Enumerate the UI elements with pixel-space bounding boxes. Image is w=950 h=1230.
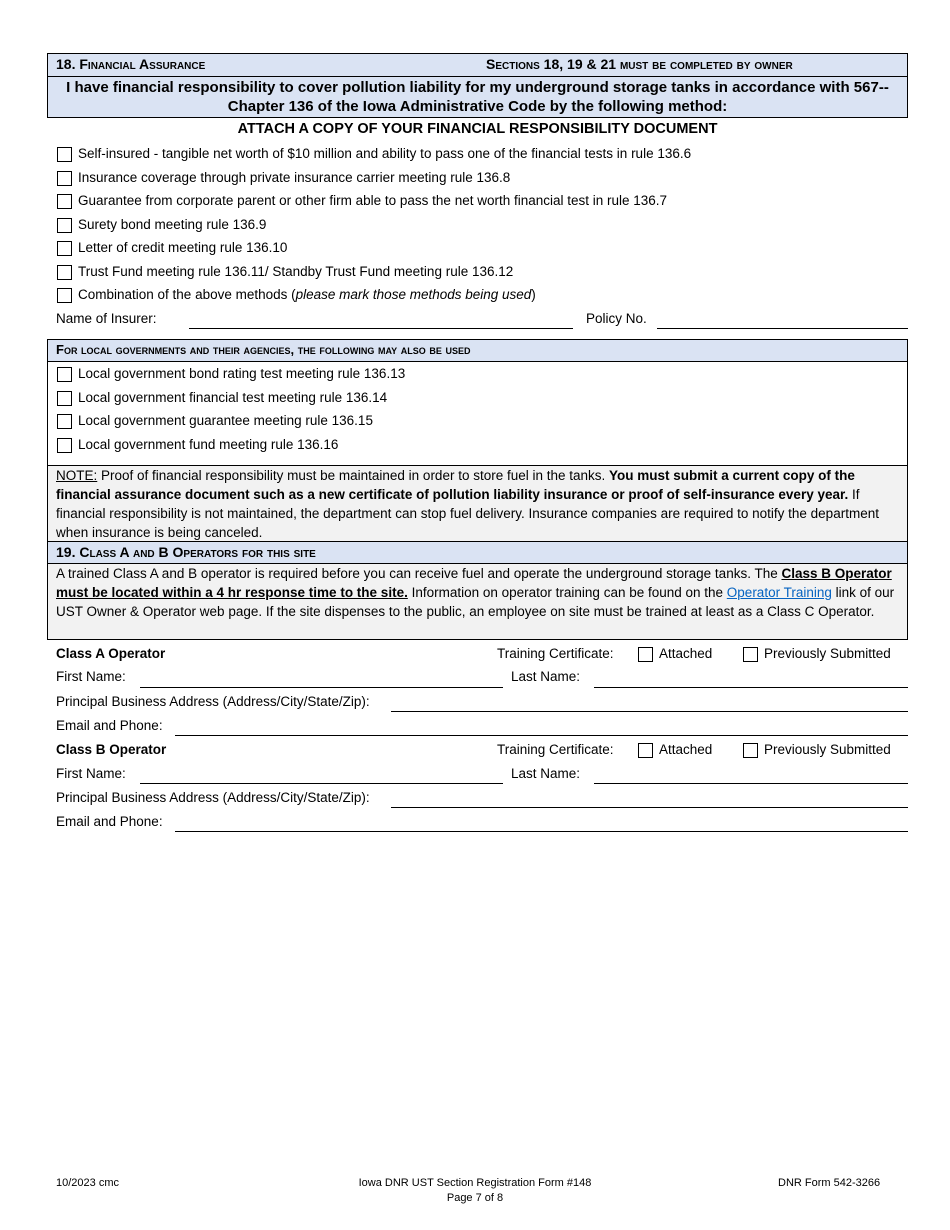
insurer-label: Name of Insurer: — [56, 311, 157, 326]
attach-document-instruction: ATTACH A COPY OF YOUR FINANCIAL RESPONSIBILITY DOCUMENT — [237, 121, 718, 137]
combination-label: Combination of the above methods (please mark those methods being used) — [78, 287, 536, 302]
gov-financial-test-label: Local government financial test meeting rule 136.14 — [78, 390, 388, 405]
class-a-last-name-input[interactable] — [594, 687, 908, 688]
class-a-address-label: Principal Business Address (Address/City/State/Zip): — [56, 694, 370, 709]
corporate-guarantee-label: Guarantee from corporate parent or other firm able to pass the net worth financial test in rule 136.7 — [78, 193, 668, 208]
section-19-title: 19. Class A and B Operators for this site — [56, 544, 316, 560]
class-b-attached-label: Attached — [659, 742, 713, 757]
class-a-training-label: Training Certificate: — [497, 646, 614, 661]
class-a-email-input[interactable] — [175, 735, 908, 736]
financial-responsibility-statement: I have financial responsibility to cover pollution liability for my underground storage tanks in accordance with 567--Chapter 136 of the Iowa Administrative Code by the following method: — [48, 76, 907, 116]
trust-fund-label: Trust Fund meeting rule 136.11/ Standby Trust Fund meeting rule 136.12 — [78, 264, 514, 279]
footer-form-number: DNR Form 542-3266 — [778, 1177, 881, 1189]
class-b-address-input[interactable] — [391, 807, 908, 808]
self-insured-label: Self-insured - tangible net worth of $10 million and ability to pass one of the financial tests in rule 136.6 — [78, 146, 692, 161]
class-b-first-name-label: First Name: — [56, 766, 126, 781]
class-b-last-name-input[interactable] — [594, 783, 908, 784]
section-18-title: 18. Financial Assurance — [56, 56, 206, 72]
letter-of-credit-label: Letter of credit meeting rule 136.10 — [78, 240, 288, 255]
class-a-previously-submitted-label: Previously Submitted — [764, 646, 891, 661]
gov-guarantee-label: Local government guarantee meeting rule 136.15 — [78, 413, 373, 428]
operator-info-text: A trained Class A and B operator is required before you can receive fuel and operate the underground storage tanks. The Class B Operator must be located within a 4 hr response time to the site. Information on operator training can be found on the Operator Training link of our UST Owner & Operator web page. If the site dispenses to the public, an employee on site must be trained at least as a Class C Operator. — [56, 566, 895, 619]
section-19-header — [47, 541, 908, 564]
class-b-previously-submitted-checkbox[interactable] — [743, 743, 758, 758]
class-a-email-label: Email and Phone: — [56, 718, 163, 733]
class-a-attached-checkbox[interactable] — [638, 647, 653, 662]
class-b-attached-checkbox[interactable] — [638, 743, 653, 758]
class-b-address-label: Principal Business Address (Address/City/State/Zip): — [56, 790, 370, 805]
bond-rating-checkbox[interactable] — [57, 367, 72, 382]
class-b-previously-submitted-label: Previously Submitted — [764, 742, 891, 757]
class-a-first-name-input[interactable] — [140, 687, 503, 688]
trust-fund-checkbox[interactable] — [57, 265, 72, 280]
class-b-first-name-input[interactable] — [140, 783, 503, 784]
combination-checkbox[interactable] — [57, 288, 72, 303]
footer-date: 10/2023 cmc — [56, 1177, 119, 1189]
gov-fund-checkbox[interactable] — [57, 438, 72, 453]
class-a-title: Class A Operator — [56, 646, 166, 661]
operator-training-link[interactable]: Operator Training — [726, 585, 832, 600]
policy-label: Policy No. — [586, 311, 647, 326]
footer-page-number: Page 7 of 8 — [446, 1192, 504, 1204]
insurer-input-line[interactable] — [189, 328, 573, 329]
class-a-address-input[interactable] — [391, 711, 908, 712]
class-b-title: Class B Operator — [56, 742, 167, 757]
corporate-guarantee-checkbox[interactable] — [57, 194, 72, 209]
class-a-last-name-label: Last Name: — [511, 669, 581, 684]
class-a-attached-label: Attached — [659, 646, 713, 661]
section-18-header — [47, 53, 908, 118]
surety-bond-checkbox[interactable] — [57, 218, 72, 233]
gov-financial-test-checkbox[interactable] — [57, 391, 72, 406]
class-b-email-input[interactable] — [175, 831, 908, 832]
gov-fund-label: Local government fund meeting rule 136.16 — [78, 437, 339, 452]
footer-form-title: Iowa DNR UST Section Registration Form #148 — [358, 1177, 592, 1189]
surety-bond-label: Surety bond meeting rule 136.9 — [78, 217, 267, 232]
local-government-header: For local governments and their agencies, the following may also be used — [48, 340, 907, 362]
note-text: NOTE: Proof of financial responsibility must be maintained in order to store fuel in the tanks. You must submit a current copy of the financial assurance document such as a new certificate of pollution liability insurance or proof of self-insurance every year. If financial responsibility is not maintained, the department can stop fuel delivery. Insurance companies are required to notify the department when insurance is being canceled. — [56, 468, 879, 540]
class-b-training-label: Training Certificate: — [497, 742, 614, 757]
class-b-last-name-label: Last Name: — [511, 766, 581, 781]
section-18-owner-note: Sections 18, 19 & 21 must be completed by owner — [486, 56, 793, 72]
class-b-email-label: Email and Phone: — [56, 814, 163, 829]
policy-input-line[interactable] — [657, 328, 908, 329]
insurance-coverage-checkbox[interactable] — [57, 171, 72, 186]
insurance-coverage-label: Insurance coverage through private insurance carrier meeting rule 136.8 — [78, 170, 511, 185]
letter-of-credit-checkbox[interactable] — [57, 241, 72, 256]
self-insured-checkbox[interactable] — [57, 147, 72, 162]
class-a-previously-submitted-checkbox[interactable] — [743, 647, 758, 662]
gov-guarantee-checkbox[interactable] — [57, 414, 72, 429]
bond-rating-label: Local government bond rating test meeting rule 136.13 — [78, 366, 406, 381]
class-a-first-name-label: First Name: — [56, 669, 126, 684]
